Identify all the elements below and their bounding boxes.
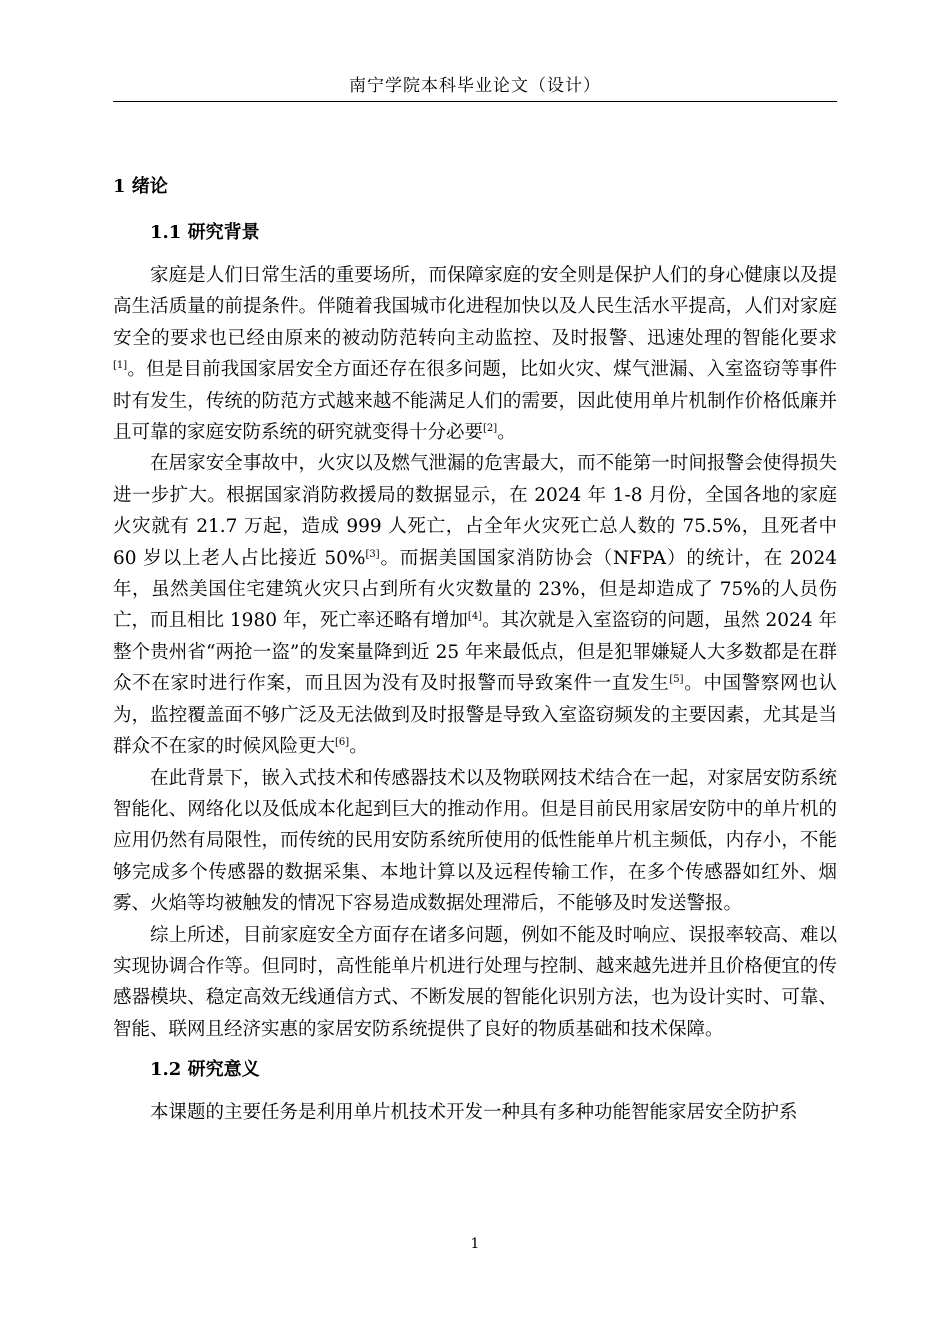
body-paragraph [113, 1097, 837, 1128]
citation-ref: [4] [467, 611, 483, 623]
body-paragraph [113, 448, 837, 762]
sections-container [113, 216, 837, 1129]
section-heading: 1.1 研究背景 [150, 222, 260, 243]
text-run: 。而据美国国家消防协会（NFPA）的统计，在 2024 年，虽然美国住宅建筑火灾只占到所有火灾数量的 23%，但是却造成了 75%的人员伤亡，而且相比 1980 年，死亡率还略有增加 [113, 547, 837, 632]
citation-ref: [6] [335, 737, 350, 749]
running-header: 南宁学院本科毕业论文（设计） [349, 76, 601, 96]
text-run: 。中国警察网也认为，监控覆盖面不够广泛及无法做到及时报警是导致入室盗窃频发的主要因素，尤其是当群众不在家的时候风险更大 [113, 673, 837, 758]
text-run: 。其次就是入室盗窃的问题，虽然 2024 年整个贵州省“两抢一盗”的发案量降到近 25 年来最低点，但是犯罪嫌疑人大多数都是在群众不在家时进行作案，而且因为没有及时报警而导致案件一直发生 [113, 610, 838, 695]
text-run: 。 [497, 422, 516, 444]
body-paragraph [113, 920, 837, 1046]
text-run: 家庭是人们日常生活的重要场所，而保障家庭的安全则是保护人们的身心健康以及提高生活质量的前提条件。伴随着我国城市化进程加快以及人民生活水平提高，人们对家庭安全的要求也已经由原来的被动防范转向主动监控、及时报警、迅速处理的智能化要求 [113, 265, 837, 349]
text-run: 综上所述，目前家庭安全方面存在诸多问题，例如不能及时响应、误报率较高、难以实现协调合作等。但同时，高性能单片机进行处理与控制、越来越先进并且价格便宜的传感器模块、稳定高效无线通信方式、不断发展的智能化识别方法，也为设计实时、可靠、智能、联网且经济实惠的家居安防系统提供了良好的物质基础和技术保障。 [113, 924, 837, 1040]
chapter-heading: 1 绪论 [113, 176, 168, 197]
text-run: 在居家安全事故中，火灾以及燃气泄漏的危害最大，而不能第一时间报警会使得损失进一步扩大。根据国家消防救援局的数据显示，在 2024 年 1-8 月份，全国各地的家庭火灾就有 21.7 万起，造成 999 人死亡，占全年火灾死亡总人数的 75.5%，且死者中 60 岁以上老人占比接近 50% [113, 453, 837, 569]
text-run: 本课题的主要任务是利用单片机技术开发一种具有多种功能智能家居安全防护系 [150, 1102, 798, 1124]
citation-ref: [3] [365, 548, 380, 560]
text-run: 。 [349, 736, 368, 758]
page-number: 1 [470, 1236, 480, 1252]
header-rule [113, 101, 837, 102]
text-run: 。但是目前我国家居安全方面还存在很多问题，比如火灾、煤气泄漏、入室盗窃等事件时有发生，传统的防范方式越来越不能满足人们的需要，因此使用单片机制作价格低廉并且可靠的家庭安防系统的研究就变得十分必要 [113, 359, 837, 444]
section-heading: 1.2 研究意义 [150, 1059, 260, 1081]
citation-ref: [2] [483, 423, 498, 435]
text-run: 在此背景下，嵌入式技术和传感器技术以及物联网技术结合在一起，对家居安防系统智能化、网络化以及低成本化起到巨大的推动作用。但是目前民用家居安防中的单片机的应用仍然有局限性，而传统的民用安防系统所使用的低性能单片机主频低，内存小，不能够完成多个传感器的数据采集、本地计算以及远程传输工作，在多个传感器如红外、烟雾、火焰等均被触发的情况下容易造成数据处理滞后，不能够及时发送警报。 [113, 767, 837, 915]
body-paragraph [113, 260, 837, 448]
citation-ref: [5] [669, 674, 684, 686]
body-paragraph [113, 763, 837, 920]
citation-ref: [1] [113, 360, 128, 372]
page-body [113, 170, 837, 1129]
